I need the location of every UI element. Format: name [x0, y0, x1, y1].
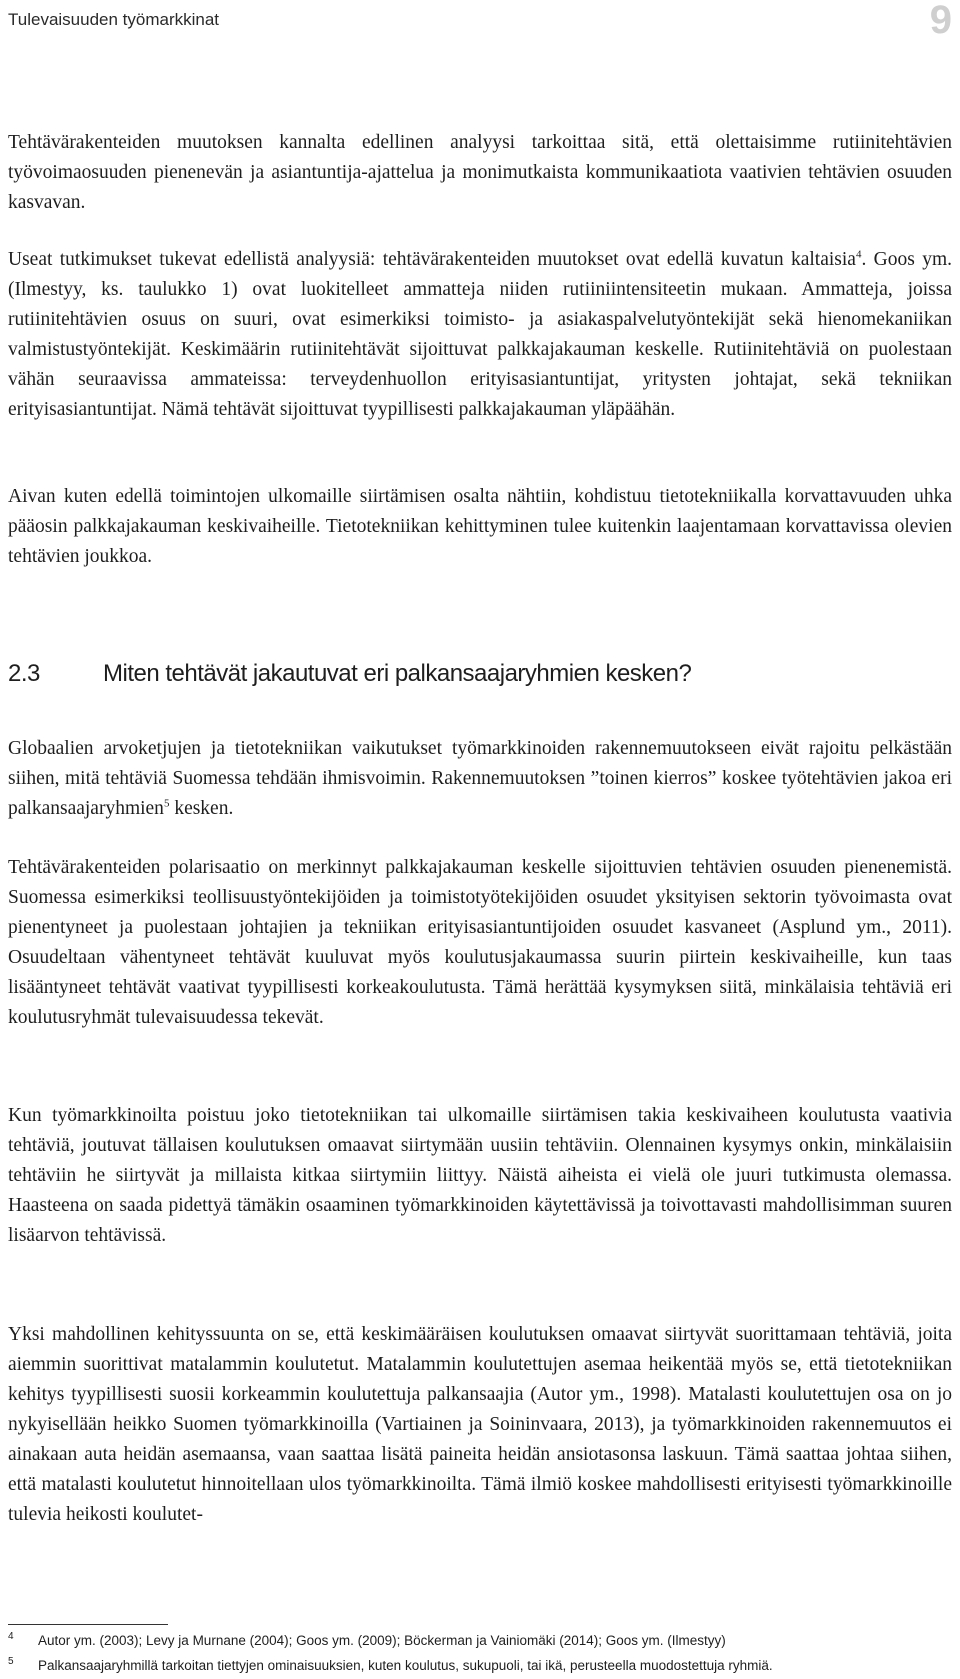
footnote-ref[interactable]: 5	[163, 797, 170, 810]
footnote-ref[interactable]: 4	[855, 248, 862, 261]
running-head: Tulevaisuuden työmarkkinat	[8, 10, 220, 29]
footnote-text: Palkansaajaryhmillä tarkoitan tiettyjen ominaisuuksien, kuten koulutus, sukupuoli, tai ikä, perusteella muodostettuja ryhmiä.	[38, 1658, 773, 1673]
paragraph	[8, 734, 952, 824]
paragraph: Aivan kuten edellä toimintojen ulkomaille siirtämisen osalta nähtiin, kohdistuu tietotekniikalla korvattavuuden uhka pääosin palkkajakauman keskivaiheille. Tietotekniikan kehittyminen tulee kuitenkin laajentamaan korvattavissa olevien tehtävien joukkoa.	[8, 486, 952, 567]
footnote-text: Autor ym. (2003); Levy ja Murnane (2004); Goos ym. (2009); Böckerman ja Vainiomäki (2014); Goos ym. (Ilmestyy)	[38, 1633, 726, 1648]
footnote	[8, 1653, 952, 1678]
paragraph-1-block	[8, 128, 952, 218]
paragraph-text: . Goos ym. (Ilmestyy, ks. taulukko 1) ovat luokitelleet ammatteja niiden rutiiniintensiteetin mukaan. Ammatteja, joissa rutiinitehtävien osuus on suuri, ovat esimerkiksi toimisto- ja asiakaspalvelutyöntekijät sekä hienomekaniikan valmistustyöntekijät. Keskimäärin rutiinitehtävät sijoittuvat palkkajakauman keskelle. Rutiinitehtäviä on puolestaan vähän seuraavissa ammateissa: terveydenhuollon erityisasiantuntijat, yritysten johtajat, sekä tekniikan erityisasiantuntijat. Nämä tehtävät sijoittuvat tyypillisesti palkkajakauman yläpäähän.	[8, 249, 952, 420]
footnote-number: 5	[8, 1656, 14, 1667]
paragraph-7-block	[8, 1320, 952, 1530]
footnote-divider	[8, 1624, 168, 1625]
section-number: 2.3	[8, 660, 40, 687]
paragraph-4-block	[8, 734, 952, 824]
paragraph: Kun työmarkkinoilta poistuu joko tietotekniikan tai ulkomaille siirtämisen takia keskivaiheen koulutusta vaativia tehtäviä, joutuvat tällaisen koulutuksen omaavat siirtymään uusiin tehtäviin. Olennainen kysymys onkin, minkälaisiin tehtäviin he siirtyvät ja millaista kitkaa siirtymiin liittyy. Näistä aiheista ei vielä ole juuri tutkimusta olemassa. Haasteena on saada pidettyä tämäkin osaaminen työmarkkinoiden käytettävissä ja toivottavasti mahdollisimman suuren lisäarvon tehtävissä.	[8, 1105, 952, 1246]
paragraph: Tehtävärakenteiden polarisaatio on merkinnyt palkkajakauman keskelle sijoittuvien tehtävien osuuden pienenemistä. Suomessa esimerkiksi teollisuustyöntekijöiden ja toimistotyötekijöiden osuudet yksityisen sektorin työvoimasta ovat pienentyneet ja puolestaan johtajien ja tekniikan erityisasiantuntijoiden osuudet kasvaneet (Asplund ym., 2011). Osuudeltaan vähentyneet tehtävät kuuluvat myös koulutusjakaumassa suurin piirtein keskivaiheille, kun taas lisääntyneet tehtävät vaativat tyypillisesti korkeakoulutusta. Tämä herättää kysymyksen siitä, minkälaisia tehtäviä eri koulutusryhmät tulevaisuudessa tekevät.	[8, 857, 952, 1028]
paragraph-5-block	[8, 853, 952, 1033]
section-heading	[8, 660, 691, 688]
paragraph-text: kesken.	[169, 798, 234, 819]
footnote	[8, 1628, 952, 1653]
page-number: 9	[929, 0, 952, 42]
paragraph	[8, 245, 952, 425]
paragraph-3-block	[8, 482, 952, 572]
paragraph-2-block	[8, 245, 952, 425]
footnote-number: 4	[8, 1631, 14, 1642]
footnotes	[8, 1628, 952, 1678]
paragraph: Yksi mahdollinen kehityssuunta on se, että keskimääräisen koulutuksen omaavat siirtyvät suorittamaan tehtäviä, joita aiemmin suorittivat matalammin koulutetut. Matalammin koulutettujen asemaa heikentää myös se, että tietotekniikan kehitys tyypillisesti suosii korkeammin koulutettuja palkansaajia (Autor ym., 1998). Matalasti koulutettujen osa on jo nykyisellään heikko Suomen työmarkkinoilla (Vartiainen ja Soininvaara, 2013), ja työmarkkinoiden rakennemuutos ei ainakaan auta heidän asemaansa, vaan saattaa lisätä paineita heidän ansiotasonsa laskuun. Tämä saattaa johtaa siihen, että matalasti koulutetut hinnoitellaan ulos työmarkkinoilta. Tämä ilmiö koskee mahdollisesti erityisesti työmarkkinoille tulevia heikosti koulutet-	[8, 1324, 952, 1525]
paragraph-text: Useat tutkimukset tukevat edellistä analyysiä: tehtävärakenteiden muutokset ovat edellä kuvatun kaltaisia	[8, 249, 856, 270]
paragraph: Tehtävärakenteiden muutoksen kannalta edellinen analyysi tarkoittaa sitä, että olettaisimme rutiinitehtävien työvoimaosuuden pienenevän ja asiantuntija-ajattelua ja monimutkaista kommunikaatiota vaativien tehtävien osuuden kasvavan.	[8, 132, 952, 213]
paragraph-6-block	[8, 1101, 952, 1251]
section-title: Miten tehtävät jakautuvat eri palkansaajaryhmien kesken?	[103, 660, 692, 687]
paragraph-text: Globaalien arvoketjujen ja tietotekniikan vaikutukset työmarkkinoiden rakennemuutokseen eivät rajoitu pelkästään siihen, mitä tehtäviä Suomessa tehdään ihmisvoimin. Rakennemuutoksen ”toinen kierros” koskee työtehtävien jakoa eri palkansaajaryhmien	[8, 738, 952, 819]
